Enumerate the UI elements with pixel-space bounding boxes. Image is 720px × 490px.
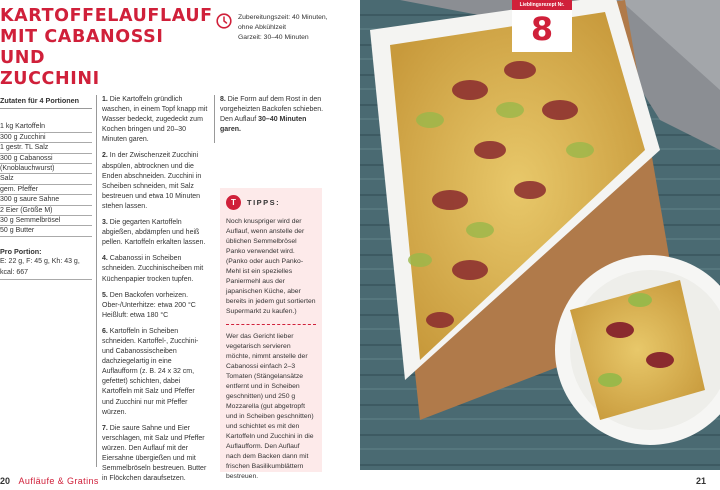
step xyxy=(102,327,208,418)
tips-label: TIPPS: xyxy=(247,198,281,207)
step-text: Die Kartoffeln gründlich waschen, in einem Topf knapp mit Wasser bedeckt, zugedeckt zum Kochen bringen und 20–30 Minuten garen. xyxy=(102,96,208,144)
steps-column-2 xyxy=(214,95,326,143)
portion-heading: Pro Portion: xyxy=(0,246,42,256)
ingredient-item: 300 g Cabanossi xyxy=(0,154,92,164)
step-text: Den Backofen vorheizen. Ober-/Unterhitze: etwa 200 °C Heißluft: etwa 180 °C xyxy=(102,291,196,319)
prep-line: Zubereitungszeit: 40 Minuten, xyxy=(238,14,328,21)
step-text: Die Form auf dem Rost in den vorgeheizten Backofen schieben. Den Auflauf xyxy=(220,96,324,124)
ingredient-item: Salz xyxy=(0,174,92,184)
title-line-1: KARTOFFELAUFLAUF xyxy=(0,6,213,26)
ingredient-item: 300 g Zucchini xyxy=(0,133,92,143)
step-number: 5. xyxy=(102,291,108,299)
ingredient-item: (Knoblauchwurst) xyxy=(0,164,92,174)
ingredient-item: 2 Eier (Größe M) xyxy=(0,206,92,216)
step-number: 4. xyxy=(102,255,108,263)
prep-time xyxy=(238,13,356,43)
steps-column-1 xyxy=(96,95,208,483)
chapter-name: Aufläufe & Gratins xyxy=(18,476,99,486)
ingredients-heading: Zutaten für 4 Portionen xyxy=(0,96,92,109)
page-number-right: 21 xyxy=(695,476,706,486)
tip-1: Noch knuspriger wird der Auflauf, wenn anstelle der üblichen Semmelbrösel Panko verwendet wird. (Panko oder auch Panko-Mehl ist ein spezielles Paniermehl aus der japanischen Küche, aber bereits in jedem gut sortierten Supermarkt zu kaufen.) xyxy=(226,218,316,315)
step xyxy=(220,95,326,135)
step xyxy=(102,254,208,284)
step xyxy=(102,218,208,248)
tip-divider xyxy=(226,324,316,325)
prep-line: Garzeit: 30–40 Minuten xyxy=(238,34,309,41)
ingredient-item: 1 kg Kartoffeln xyxy=(0,122,92,132)
step xyxy=(102,151,208,212)
ingredient-item: 50 g Butter xyxy=(0,226,92,236)
title-line-2: MIT CABANOSSI UND xyxy=(0,27,164,68)
tips-badge-icon: T xyxy=(226,195,241,210)
casserole-photo xyxy=(360,0,720,470)
ingredient-item: 300 g saure Sahne xyxy=(0,195,92,205)
step-text: Cabanossi in Scheiben schneiden. Zucchinischeiben mit Küchenpapier trocken tupfen. xyxy=(102,255,204,283)
step-text: In der Zwischenzeit Zucchini abspülen, abtrocknen und die Enden abschneiden. Zucchini in Scheiben schneiden, mit Salz bestreuen und etwa 10 Minuten stehen lassen. xyxy=(102,152,202,210)
page-number-left: 20 xyxy=(0,476,11,486)
right-page xyxy=(360,0,720,490)
step-text: Kartoffeln in Scheiben schneiden. Kartoffel-, Zucchini- und Cabanossischeiben dachziegelartig in eine Auflaufform (z. B. 24 x 32 cm, gefettet) schichten, dabei Kartoffeln mit Salz und Pfeffer und Zucchini nur mit Pfeffer würzen. xyxy=(102,327,199,416)
step xyxy=(102,291,208,321)
prep-line: ohne Abkühlzeit xyxy=(238,24,286,31)
portion-nutrition: E: 22 g, F: 45 g, Kh: 43 g, kcal: 667 xyxy=(0,257,92,280)
step xyxy=(102,424,208,485)
recipe-title xyxy=(0,6,213,90)
ingredient-item: 1 gestr. TL Salz xyxy=(0,143,92,153)
ingredients-list xyxy=(0,96,92,280)
clock-icon xyxy=(216,13,232,29)
step-number: 6. xyxy=(102,327,108,335)
step-text-bold: 30–40 Minuten garen. xyxy=(220,116,307,134)
step-text: Die saure Sahne und Eier verschlagen, mit Salz und Pfeffer würzen. Den Auflauf mit der Eiersahne übergießen und mit Semmelbröseln bestreuen. Butter in Flöckchen daraufsetzen. xyxy=(102,424,207,483)
tips-header xyxy=(226,195,316,210)
favorite-recipe-badge xyxy=(512,0,572,52)
title-line-3: ZUCCHINI xyxy=(0,69,100,89)
step-number: 7. xyxy=(102,424,108,432)
step xyxy=(102,95,208,145)
step-number: 8. xyxy=(220,96,226,103)
favorite-number: 8 xyxy=(530,10,554,48)
tip-2: Wer das Gericht lieber vegetarisch servieren möchte, nimmt anstelle der Cabanossi einfach 2–3 Tomaten (Stängelansätze entfernt und in Scheiben geschnitten) und 250 g Mozzarella (gut abgetropft und in Scheiben geschnitten) und schichtet es mit den Kartoffeln und Zucchini in die Auflaufform. Den Auflauf nach dem Backen dann mit frischen Basilikumblättern bestreuen. xyxy=(226,333,314,480)
ingredient-item: gem. Pfeffer xyxy=(0,185,92,195)
step-number: 1. xyxy=(102,96,108,103)
tips-box xyxy=(220,188,322,480)
step-text: Die gegarten Kartoffeln abgießen, abdämpfen und heiß pellen. Kartoffeln erkalten lassen. xyxy=(102,219,206,247)
footer-left xyxy=(0,476,99,486)
step-number: 2. xyxy=(102,152,108,160)
favorite-label: Lieblingsrezept Nr. xyxy=(512,0,572,10)
step-number: 3. xyxy=(102,219,108,227)
ingredient-item: 30 g Semmelbrösel xyxy=(0,216,92,226)
